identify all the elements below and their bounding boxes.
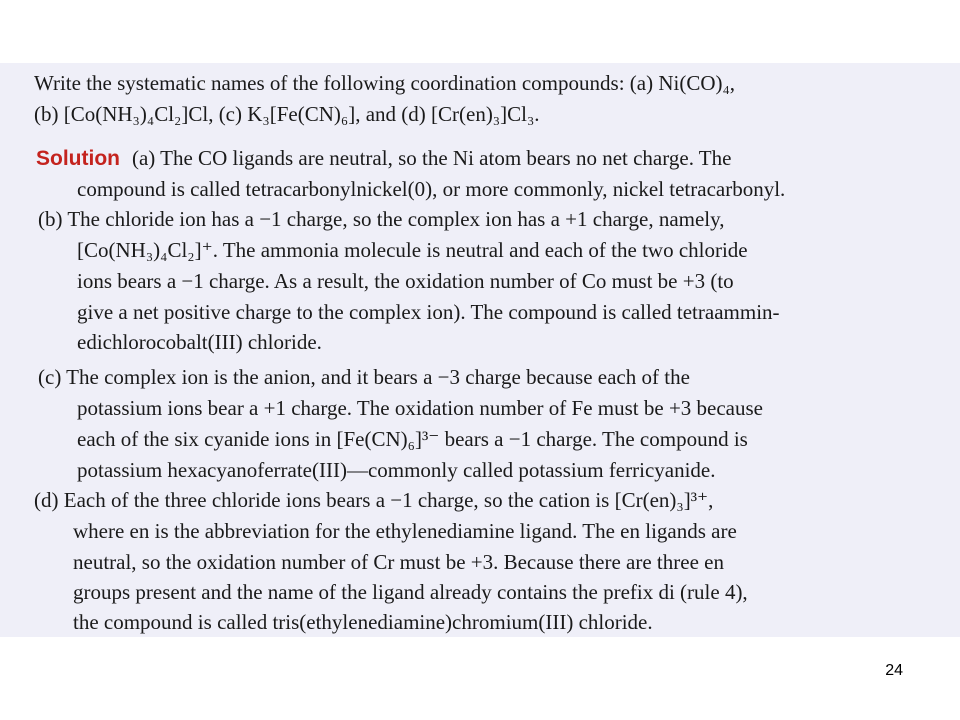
problem-line-2: (b) [Co(NH₃)₄Cl₂]Cl, (c) K₃[Fe(CN)₆], and (d) [Cr(en)₃]Cl₃. xyxy=(34,102,540,126)
solution-b-line-3: ions bears a −1 charge. As a result, the oxidation number of Co must be +3 (to xyxy=(77,269,734,293)
solution-b-line-1: (b) The chloride ion has a −1 charge, so the complex ion has a +1 charge, namely, xyxy=(38,207,725,231)
solution-a-line-1 xyxy=(36,143,731,174)
solution-d-line-1: (d) Each of the three chloride ions bears a −1 charge, so the cation is [Cr(en)₃]³⁺, xyxy=(34,488,714,512)
page-number: 24 xyxy=(885,662,903,679)
solution-d-line-5: the compound is called tris(ethylenediamine)chromium(III) chloride. xyxy=(73,610,653,634)
solution-d-line-2: where en is the abbreviation for the ethylenediamine ligand. The en ligands are xyxy=(73,519,737,543)
solution-d-line-4: groups present and the name of the ligand already contains the prefix di (rule 4), xyxy=(73,580,748,604)
solution-b-line-2: [Co(NH₃)₄Cl₂]⁺. The ammonia molecule is neutral and each of the two chloride xyxy=(77,238,748,262)
solution-c-line-4: potassium hexacyanoferrate(III)—commonly called potassium ferricyanide. xyxy=(77,458,716,482)
solution-c-line-2: potassium ions bear a +1 charge. The oxidation number of Fe must be +3 because xyxy=(77,396,763,420)
solution-a-line-2: compound is called tetracarbonylnickel(0), or more commonly, nickel tetracarbonyl. xyxy=(77,177,786,201)
solution-b-line-5: edichlorocobalt(III) chloride. xyxy=(77,330,322,354)
problem-line-1: Write the systematic names of the following coordination compounds: (a) Ni(CO)₄, xyxy=(34,71,736,95)
solution-d-line-3: neutral, so the oxidation number of Cr must be +3. Because there are three en xyxy=(73,550,724,574)
solution-a-text-1: (a) The CO ligands are neutral, so the Ni atom bears no net charge. The xyxy=(131,146,732,170)
solution-label: Solution xyxy=(36,147,120,170)
solution-c-line-3: each of the six cyanide ions in [Fe(CN)₆]³⁻ bears a −1 charge. The compound is xyxy=(77,427,748,451)
solution-c-line-1: (c) The complex ion is the anion, and it bears a −3 charge because each of the xyxy=(38,365,690,389)
solution-b-line-4: give a net positive charge to the complex ion). The compound is called tetraammin- xyxy=(77,300,780,324)
